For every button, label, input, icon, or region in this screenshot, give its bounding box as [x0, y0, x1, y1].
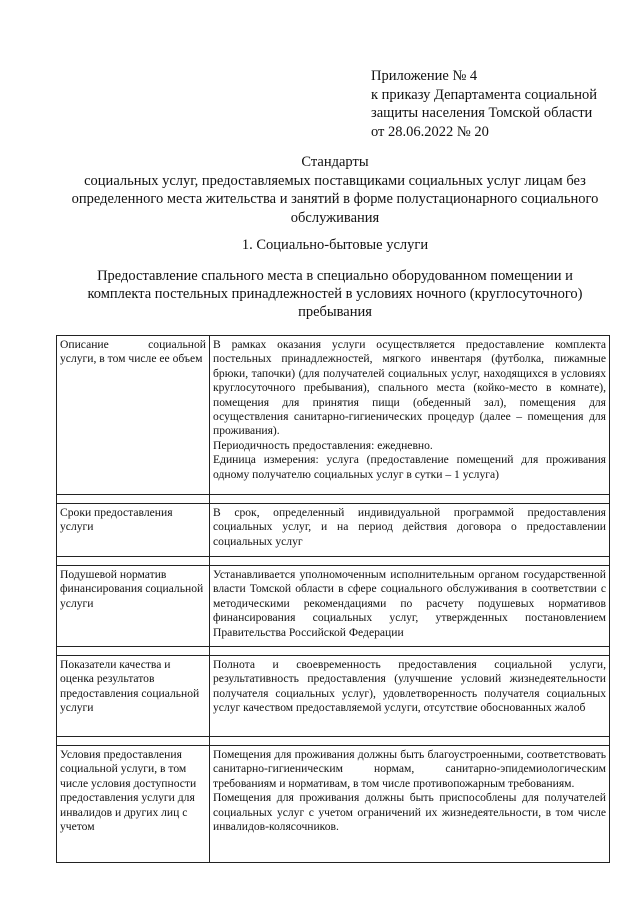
table-row: [57, 504, 610, 557]
row-content: [210, 336, 610, 495]
row-paragraph: В рамках оказания услуги осуществляется предоставление комплекта постельных принадлежностей, мягкого инвентаря (футболка, пижамные брюки, тапочки) (для получателей социальных услуг, находящихся в условиях круглосуточного пребывания), спального места (койко-место в комнате), помещения для принятия пищи (обеденный зал), помещения для осуществления санитарно-гигиенических процедур (далее – помещения для проживания).: [213, 338, 606, 438]
annex-number: Приложение № 4: [371, 68, 478, 84]
row-label: Сроки предоставления услуги: [57, 504, 210, 557]
section-heading: 1. Социально-бытовые услуги: [241, 237, 429, 253]
row-separator: [57, 495, 610, 504]
row-separator: [57, 557, 610, 566]
row-paragraph: Устанавливается уполномоченным исполнительным органом государственной власти Томской области в сфере социального обслуживания в соответствии с методическими рекомендациями по расчету подушевых нормативов финансирования социальных услуг, утвержденных постановлением Правительства Российской Федерации: [213, 568, 606, 639]
table-row: [57, 336, 610, 495]
table-row: [57, 566, 610, 647]
row-label: Показатели качества и оценка результатов предоставления социальной услуги: [57, 656, 210, 737]
service-heading: [50, 267, 620, 321]
row-content: [210, 504, 610, 557]
row-content: [210, 566, 610, 647]
annex-department-line: защиты населения Томской области: [371, 105, 593, 121]
annex-date-line: от 28.06.2022 № 20: [371, 123, 489, 140]
row-separator: [57, 737, 610, 746]
annex-order-line: к приказу Департамента социальной: [371, 86, 598, 103]
title-line-4: обслуживания: [290, 209, 380, 226]
row-content: [210, 746, 610, 863]
annex-header: [371, 67, 621, 141]
row-paragraph: Полнота и своевременность предоставления социальной услуги, результативность предоставления (улучшение условий жизнедеятельности получателя социальных услуг), удовлетворенность получателя социальных услуг качеством предоставляемой услуги, отсутствие обоснованных жалоб: [213, 658, 606, 715]
table-row: [57, 746, 610, 863]
title-line-1: Стандарты: [301, 154, 369, 170]
standards-table: [56, 335, 610, 863]
row-paragraph: В срок, определенный индивидуальной программой предоставления социальных услуг, и на период действия договора о предоставлении социальных услуг: [213, 506, 606, 548]
document-title: [50, 153, 620, 227]
service-heading-line-1: Предоставление спального места в специально оборудованном помещении и: [97, 268, 573, 284]
row-label: Условия предоставления социальной услуги, в том числе условия доступности предоставления услуги для инвалидов и других лиц с учетом: [57, 746, 210, 863]
row-paragraph: Единица измерения: услуга (предоставление помещений для проживания одному получателю социальных услуг в сутки – 1 услуга): [213, 453, 606, 481]
service-heading-line-3: пребывания: [298, 304, 372, 320]
row-paragraph: Периодичность предоставления: ежедневно.: [213, 438, 433, 452]
row-label: Описание социальной услуги, в том числе ее объем: [57, 336, 210, 495]
row-separator: [57, 647, 610, 656]
service-heading-line-2: комплекта постельных принадлежностей в условиях ночного (круглосуточного): [87, 286, 583, 302]
row-content: [210, 656, 610, 737]
title-line-2: социальных услуг, предоставляемых поставщиками социальных услуг лицам без: [84, 172, 586, 189]
row-paragraph: Помещения для проживания должны быть благоустроенными, соответствовать санитарно-гигиеническим нормам, санитарно-эпидемиологическим требованиям и нормативам, в том числе противопожарным требованиям.: [213, 748, 606, 790]
row-label: Подушевой норматив финансирования социальной услуги: [57, 566, 210, 647]
title-line-3: определенного места жительства и занятий в форме полустационарного социального: [71, 191, 599, 207]
table-row: [57, 656, 610, 737]
row-paragraph: Помещения для проживания должны быть приспособлены для получателей социальных услуг с учетом ограничений их жизнедеятельности, в том числе инвалидов-колясочников.: [213, 791, 606, 834]
